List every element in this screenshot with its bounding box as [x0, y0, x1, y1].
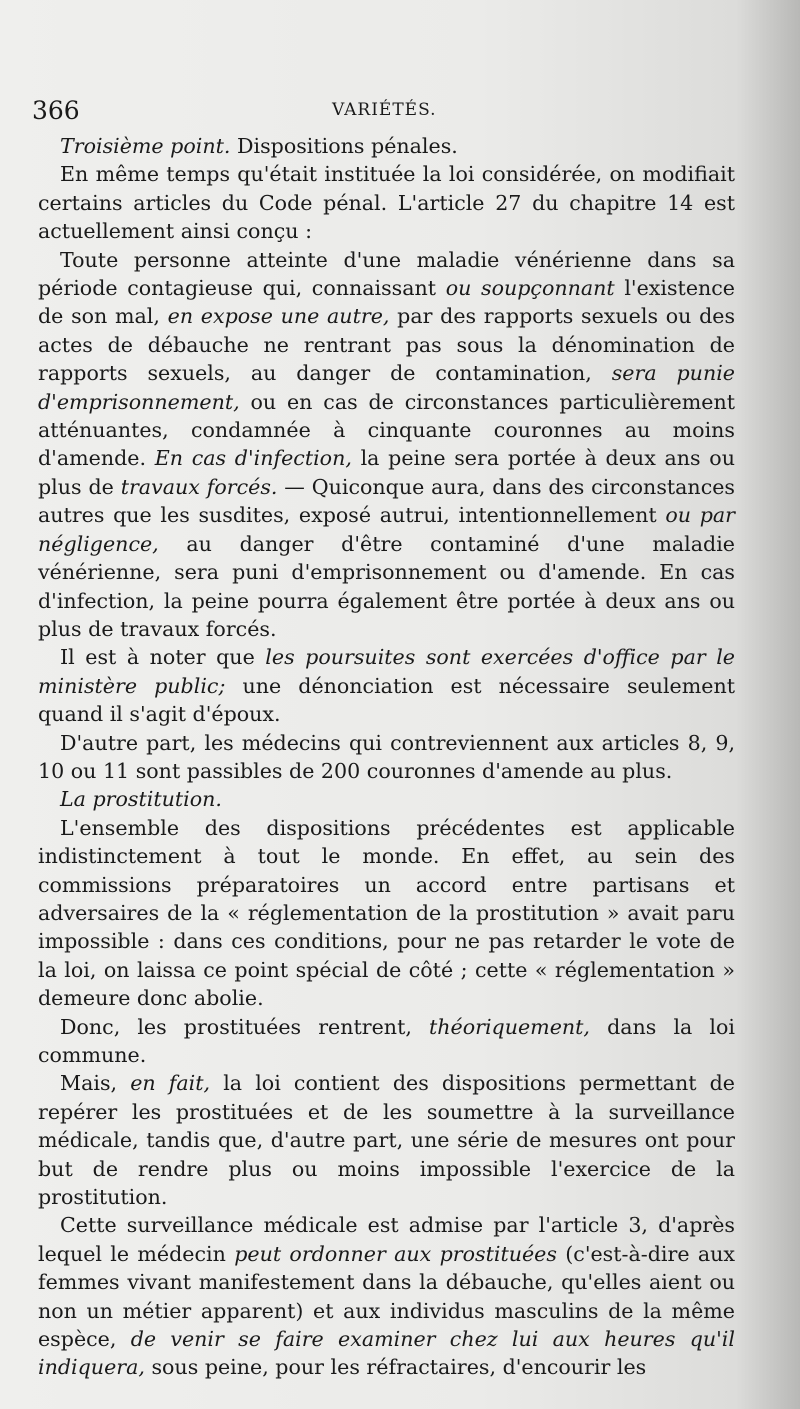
italic-text: peut ordonner aux prostituées	[234, 1241, 557, 1266]
text-run: par des rapports sexuels ou des actes de débauche ne rentrant pas sous la dénomination de rapports sexuels, au danger de contamination,	[38, 304, 736, 386]
paragraph	[38, 814, 735, 1013]
italic-text: en fait,	[130, 1071, 211, 1096]
text-run: au danger d'être contaminé d'une maladie vénérienne, sera puni d'emprisonnement ou d'amende. En cas d'infection, la peine pourra également être portée à deux ans ou plus de travaux forcés.	[38, 531, 735, 641]
page-number: 366	[32, 96, 80, 125]
text-run: En même temps qu'était instituée la loi considérée, on modifiait certains articles du Code pénal. L'article 27 du chapitre 14 est actuellement ainsi conçu :	[38, 162, 735, 244]
body-text	[38, 132, 735, 1382]
text-run: dans la loi commune.	[38, 1014, 735, 1067]
text-run: sous peine, pour les réfractaires, d'encourir les	[144, 1355, 647, 1380]
text-run: Il est à noter que	[60, 645, 266, 670]
italic-text: Troisième point.	[60, 134, 231, 158]
paragraph	[38, 1069, 735, 1211]
text-run: D'autre part, les médecins qui contreviennent aux articles 8, 9, 10 ou 11 sont passibles de 200 couronnes d'amende au plus.	[38, 730, 735, 783]
text-run: Mais,	[60, 1071, 131, 1096]
italic-text: travaux forcés.	[120, 474, 278, 499]
italic-text: sera punie d'emprisonnement,	[38, 361, 735, 414]
italic-text: en expose une autre,	[167, 304, 390, 329]
text-run: la peine sera portée à deux ans ou plus de	[38, 446, 735, 499]
paragraph	[38, 132, 735, 160]
italic-text: ou par négligence,	[38, 503, 736, 556]
text-run: L'ensemble des dispositions précédentes est applicable indistinctement à tout le monde. En effet, au sein des commissions préparatoires un accord entre partisans et adversaires de la « réglementation de la prostitution » avait paru impossible : dans ces conditions, pour ne pas retarder le vote de la loi, on laissa ce point spécial de côté ; cette « réglementation » demeure donc abolie.	[38, 815, 735, 1011]
text-run: Toute personne atteinte d'une maladie vénérienne dans sa période contagieuse qui, connaissant	[38, 247, 735, 301]
paragraph	[38, 729, 735, 786]
running-head: VARIÉTÉS.	[332, 100, 437, 120]
paragraph	[38, 1211, 735, 1381]
text-run: Cette surveillance médicale est admise par l'article 3, d'après lequel le médecin	[38, 1213, 735, 1266]
page-header	[32, 96, 772, 126]
paragraph	[38, 643, 735, 728]
text-run: une dénonciation est nécessaire seulement quand il s'agit d'époux.	[38, 673, 735, 727]
text-run: Donc, les prostituées rentrent,	[60, 1014, 429, 1039]
italic-text: En cas d'infection,	[154, 446, 352, 471]
text-run: la loi contient des dispositions permettant de repérer les prostituées et de les soumettre à la surveillance médicale, tandis que, d'autre part, une série de mesures ont pour but de rendre plus ou moins impossible l'exercice de la prostitution.	[38, 1071, 735, 1210]
paragraph	[38, 785, 735, 813]
text-run: l'existence de son mal,	[38, 276, 735, 329]
paragraph	[38, 246, 735, 644]
italic-text: La prostitution.	[60, 787, 222, 812]
italic-text: ou soupçonnant	[445, 276, 615, 301]
text-run: — Quiconque aura, dans des circonstances autres que les susdites, exposé autrui, intentionnellement	[38, 474, 735, 528]
text-run: ou en cas de circonstances particulièrement atténuantes, condamnée à cinquante couronnes au moins d'amende.	[38, 389, 735, 471]
text-run: Dispositions pénales.	[230, 134, 458, 158]
italic-text: de venir se faire examiner chez lui aux heures qu'il indiquera,	[38, 1327, 735, 1380]
paragraph	[38, 160, 735, 245]
italic-text: les poursuites sont exercées d'office par le ministère public;	[38, 645, 735, 698]
text-run: (c'est-à-dire aux femmes vivant manifestement dans la débauche, qu'elles aient ou non un métier apparent) et aux individus masculins de la même espèce,	[38, 1241, 735, 1352]
italic-text: théoriquement,	[428, 1014, 590, 1039]
paragraph	[38, 1013, 735, 1070]
